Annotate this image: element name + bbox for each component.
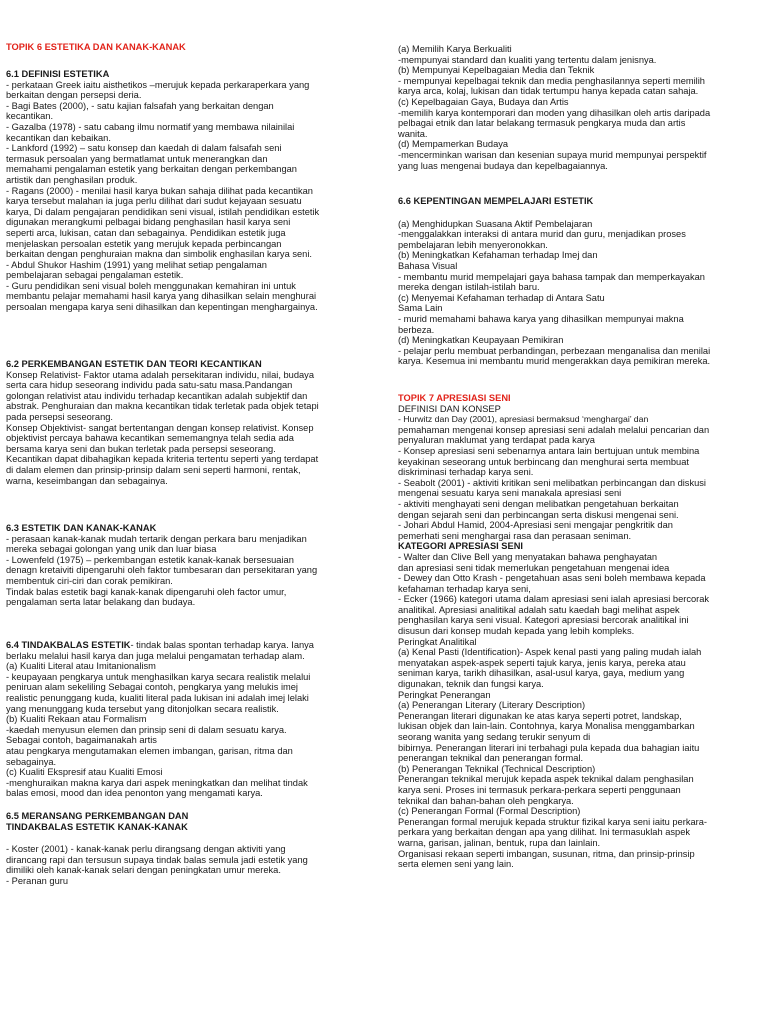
topic6-title-block — [6, 42, 363, 53]
guru-role-list — [398, 44, 756, 171]
text-line: - Konsep apresiasi seni sebenarnya antara lain bertujuan untuk membina — [398, 445, 700, 456]
text-line: termasuk persoalan yang bermatlamat untuk menerangkan dan — [6, 153, 268, 164]
text-line: - murid memahami bahawa karya yang dihasilkan mempunyai makna — [398, 313, 684, 324]
text-line: digunakan, teknik dan fungsi karya. — [398, 679, 544, 690]
text-line: Kecantikan dapat dibahagikan kepada kriteria tertentu seperti yang terdapat — [6, 454, 319, 465]
text-line: digunakan merangkumi pelbagai bidang penghasilan hasil karya seni — [6, 217, 291, 228]
text-line: (b) Kualiti Rekaan atau Formalism — [6, 714, 147, 725]
text-line: -mencerminkan warisan dan kesenian supaya murid mempunyai perspektif — [398, 149, 707, 160]
text-line: (a) Menghidupkan Suasana Aktif Pembelajaran — [398, 218, 593, 229]
section-6-1-body — [6, 80, 363, 313]
text-line: seorang wanita yang sedang terukir senyum di — [398, 732, 591, 742]
text-line: objektivist percaya bahawa kecantikan sememangnya telah sedia ada — [6, 433, 294, 444]
text-line: kecantikan dan kebaikan. — [6, 132, 111, 143]
kategori-heading: KATEGORI APRESIASI SENI — [398, 541, 524, 552]
text-line: -memilih karya kontemporari dan moden yang dihasilkan oleh artis daripada — [398, 107, 711, 118]
text-line: artistik dan penghasilan produk. — [6, 174, 138, 185]
text-line: (a) Kenal Pasti (Identification)- Aspek kenal pasti yang paling mudah ialah — [398, 647, 702, 658]
text-line: pemahaman mengenai konsep apresiasi seni adalah melalui pencarian dan — [398, 424, 710, 435]
text-line: (b) Penerangan Teknikal (Technical Description) — [398, 763, 596, 774]
section-6-5-body — [6, 844, 363, 886]
text-line: pelbagai etnik dan latar belakang termasuk pengkarya muda dan artis — [398, 118, 686, 129]
text-line: - Abdul Shukor Hashim (1991) yang melihat setiap pengalaman — [6, 259, 267, 270]
text-line: penyaluran maklumat yang terdapat pada karya — [398, 435, 595, 446]
text-line: -kaedah menyusun elemen dan prinsip seni di dalam sesuatu karya. — [6, 724, 287, 735]
section-6-4-heading: 6.4 TINDAKBALAS ESTETIK — [6, 640, 131, 650]
text-line: Peringkat Analitikal — [398, 636, 477, 647]
section-6-5-heading-line-1: 6.5 MERANSANG PERKEMBANGAN DAN — [6, 811, 189, 821]
section-6-2-body — [6, 370, 363, 487]
text-line: perkara yang berkaitan dengan apa yang dilihat. Ini termasuklah aspek — [398, 827, 691, 838]
text-line: dan apresiasi seni tidak memerlukan pengetahuan mengenai idea — [398, 562, 670, 573]
text-line: karya. Kesemua ini membantu murid mengerakkan daya pemikiran mereka. — [398, 356, 711, 367]
text-line: (c) Penerangan Formal (Formal Description) — [398, 806, 581, 817]
text-line: Sama Lain — [398, 303, 443, 314]
topic7-subtitle: DEFINISI DAN KONSEP — [398, 403, 501, 414]
text-line: kecantikan. — [6, 111, 54, 122]
text-line: mereka dengan istilah-istilah baru. — [398, 282, 540, 293]
text-line: Konsep Relativist- Faktor utama adalah persekitaran individu, nilai, budaya — [6, 369, 315, 380]
text-line: memahami pengalaman estetik yang berkaitan dengan perkembangan — [6, 164, 297, 175]
text-line: (c) Kualiti Ekspresif atau Kualiti Emosi — [6, 767, 163, 778]
text-line: -menggalakkan interaksi di antara murid dan guru, menjadikan proses — [398, 229, 686, 240]
text-line: kefahaman terhadap karya seni, — [398, 583, 531, 594]
text-line: - perkataan Greek iaitu aisthetikos –merujuk kepada perkaraperkara yang — [6, 79, 310, 90]
text-line: - Guru pendidikan seni visual boleh menggunakan kemahiran ini untuk — [6, 280, 296, 291]
text-line: mengenai sesuatu karya seni manakala apresiasi seni — [398, 488, 622, 499]
text-line: membentuk ciri-ciri dan corak pemikiran. — [6, 575, 173, 586]
text-line: - Ragans (2000) - menilai hasil karya bukan sahaja dilihat pada kecantikan — [6, 185, 313, 196]
text-line: bibirnya. Penerangan literari ini terbahagi pula kepada dua bahagian iaitu — [398, 742, 700, 753]
section-6-6-heading: 6.6 KEPENTINGAN MEMPELAJARI ESTETIK — [398, 196, 594, 206]
text-line: karya arca, kolaj, lukisan dan tidak tertumpu hanya kepada catan sahaja. — [398, 86, 699, 97]
text-line: - membantu murid mempelajari gaya bahasa tampak dan memperkayakan — [398, 271, 705, 282]
text-line: Konsep Objektivist- sangat bertentangan dengan konsep relativist. Konsep — [6, 422, 314, 433]
spacer — [6, 832, 363, 844]
text-line: (a) Kualiti Literal atau Imitanionalism — [6, 661, 156, 672]
text-line: lukisan objek dan lain-lain. Contohnya, karya Monalisa menggambarkan — [398, 721, 695, 732]
text-line: -mempunyai standard dan kualiti yang tertentu dalam jenisnya. — [398, 54, 657, 65]
text-line: Peringkat Penerangan — [398, 689, 491, 700]
text-line: (d) Mempamerkan Budaya — [398, 139, 509, 150]
text-line: yang menunggang kuda tersebut yang ditonjolkan secara realistik. — [6, 703, 279, 714]
hurwitz-line: - Hurwitz dan Day (2001), apresiasi bermaksud ‘menghargai’ dan — [398, 414, 649, 425]
text-line: analitikal. Apresiasi analitikal adalah satu kaedah bagi melihat aspek — [398, 604, 680, 615]
text-line: - Seabolt (2001) - aktiviti kritikan seni melibatkan perbincangan dan diskusi — [398, 477, 706, 488]
text-line: bersama karya seni dan bukan terletak pada persepsi seseorang. — [6, 443, 276, 454]
section-6-5 — [6, 811, 363, 887]
section-6-5-heading-line-2: TINDAKBALAS ESTETIK KANAK-KANAK — [6, 821, 188, 832]
section-6-3 — [6, 523, 363, 608]
text-line: warna, keseimbangan dan sebagainya. — [6, 475, 168, 486]
text-line: Penerangan literari digunakan ke atas karya seperti potret, landskap, — [398, 710, 682, 721]
text-line: balas emosi, mood dan idea penonton yang mengamati karya. — [6, 788, 263, 799]
text-line: dimiliki oleh kanak-kanak selari dengan peningkatan umur mereka. — [6, 865, 281, 876]
text-line: serta elemen seni yang lain. — [398, 859, 514, 870]
text-line: (c) Kepelbagaian Gaya, Budaya dan Artis — [398, 96, 569, 107]
text-line: denagn kretaiviti dipengaruhi oleh faktor tumbesaran dan persekitaran yang — [6, 565, 318, 576]
text-line: - Lankford (1992) – satu konsep dan kaedah di dalam falsafah seni — [6, 143, 282, 154]
text-line: abstrak. Penghuraian dan makna kecantikan tidak terletak pada objek tetapi — [6, 401, 319, 412]
text-line: pembelajaran sebagai pengalaman estetik. — [6, 270, 184, 281]
text-line: Organisasi rekaan seperti imbangan, susunan, ritma, dan prinsip-prinsip — [398, 848, 695, 859]
text-line: keyakinan seseorang untuk berbincang dan menghurai serta membuat — [398, 456, 689, 467]
topic-7 — [398, 393, 756, 870]
text-line: berkaitan dengan penghuraian makna dan simbolik enghasilan karya seni. — [6, 249, 312, 260]
text-line: menjelaskan persoalan estetik yang merujuk kepada perbincangan — [6, 238, 282, 249]
section-6-3-heading: 6.3 ESTETIK DAN KANAK-KANAK — [6, 523, 157, 533]
text-line: Bahasa Visual — [398, 260, 458, 271]
text-line: diskriminasi terhadap karya seni. — [398, 467, 534, 478]
text-line: - Walter dan Clive Bell yang menyatakan bahawa penghayatan — [398, 551, 658, 562]
text-line: yang luas mengenai budaya dan kepelbagaiannya. — [398, 160, 608, 171]
text-line: - Peranan guru — [6, 875, 69, 886]
section-6-4 — [6, 640, 363, 799]
section-6-1 — [6, 69, 363, 313]
text-line: - Ecker (1966) kategori utama dalam apresiasi seni ialah apresiasi bercorak — [398, 594, 710, 605]
text-line: - Gazalba (1978) - satu cabang ilmu normatif yang membawa nilainilai — [6, 121, 295, 132]
text-line: karya seni. Proses ini termasuk perkara-perkara seperti penggunaan — [398, 784, 681, 795]
topic6-title: TOPIK 6 ESTETIKA DAN KANAK-KANAK — [6, 42, 186, 52]
text-line: golongan relativist atau individu terhadap kecantikan adalah subjektif dan — [6, 390, 308, 401]
text-line: - mempunyai kepelbagai teknik dan media penghasilannya seperti memilih — [398, 75, 705, 86]
text-line: realistic penunggang kuda, kualiti literal pada lukisan ini adalah imej lelaki — [6, 692, 309, 703]
text-line: warna, garisan, jalinan, bentuk, rupa dan lainlain. — [398, 837, 601, 848]
text-line: Penerangan formal merujuk kepada struktur fizikal karya seni iaitu perkara- — [398, 816, 708, 827]
topic7-title: TOPIK 7 APRESIASI SENI — [398, 393, 511, 403]
section-6-4-body — [6, 651, 363, 799]
text-line: penghasilan karya seni visual. Kategori apresiasi bercorak analitikal ini — [398, 615, 689, 626]
text-line: persoalan mengapa karya seni dihasilkan dan kepentingan menghargainya. — [6, 302, 318, 313]
text-line: - Koster (2001) - kanak-kanak perlu dirangsang dengan aktiviti yang — [6, 844, 286, 855]
text-line: - aktiviti menghayati seni dengan melibatkan pengetahuan berkaitan — [398, 498, 679, 509]
text-line: sebagainya. — [6, 756, 57, 767]
section-6-6-body — [398, 219, 756, 367]
text-line: karya tersebut malahan ia juga perlu dilihat dari sudut kejayaan sesuatu — [6, 196, 302, 207]
section-6-6 — [398, 196, 756, 367]
text-line: serta cara hidup seseorang individu pada satu-satu masa.Pandangan — [6, 380, 293, 391]
text-line: seniman karya, tarikh dihasilkan, asal-usul karya, gaya, medium yang — [398, 668, 685, 679]
section-6-3-body — [6, 534, 363, 608]
text-line: pada persepsi seseorang. — [6, 411, 113, 422]
text-line: - perasaan kanak-kanak mudah tertarik dengan perkara baru menjadikan — [6, 533, 307, 544]
text-line: menyatakan aspek-aspek seperti tajuk karya, jenis karya, pereka atau — [398, 657, 686, 668]
text-line: berkaitan dengan persepsi deria. — [6, 90, 142, 101]
text-line: mereka sebagai golongan yang unik dan luar biasa — [6, 544, 217, 555]
text-line: disusun dari konsep mudah kepada yang lebih kompleks. — [398, 626, 635, 637]
text-line: pengalaman serta latar belakang dan budaya. — [6, 597, 196, 608]
text-line: Sebagai contoh, bagaimanakah artis — [6, 735, 157, 746]
text-line: pemerhati seni menghargai rasa dan perasaan seniman. — [398, 530, 632, 541]
text-line: di dalam elemen dan prinsip-prinsip dalam seni seperti harmoni, rentak, — [6, 464, 301, 475]
kategori-body — [398, 552, 756, 870]
text-line: berbeza. — [398, 324, 435, 335]
section-6-2-heading: 6.2 PERKEMBANGAN ESTETIK DAN TEORI KECANTIKAN — [6, 359, 262, 369]
topic7-definition-body — [398, 425, 756, 542]
section-6-1-heading: 6.1 DEFINISI ESTETIKA — [6, 69, 110, 79]
text-line: - pelajar perlu membuat perbandingan, perbezaan menganalisa dan menilai — [398, 345, 711, 356]
section-6-4-heading-row — [6, 640, 363, 651]
text-line: (a) Penerangan Literary (Literary Description) — [398, 700, 586, 711]
text-line: (d) Meningkatkan Keupayaan Pemikiran — [398, 335, 564, 346]
text-line: teknikal dan bahan-bahan oleh pengkarya. — [398, 795, 574, 806]
text-line: atau pengkarya mengutamakan elemen imbangan, garisan, ritma dan — [6, 745, 293, 756]
text-line: penerangan teknikal dan penerangan formal. — [398, 753, 584, 764]
section-6-2 — [6, 359, 363, 486]
text-line: - Dewey dan Otto Krash - pengetahuan asas seni boleh membawa kepada — [398, 573, 706, 584]
section-6-4-heading-tail: - tindak balas spontan terhadap karya. Ianya — [130, 640, 314, 650]
text-line: dirancang rapi dan tersusun supaya tindak balas semula jadi estetik yang — [6, 854, 308, 865]
text-line: -menghuraikan makna karya dari aspek meningkatkan dan melihat tindak — [6, 777, 308, 788]
text-line: - Johari Abdul Hamid, 2004-Apresiasi seni mengajar pengkritik dan — [398, 520, 673, 531]
text-line: dengan sejarah seni dan perbincangan serta diskusi mengenai seni. — [398, 509, 679, 520]
text-line: wanita. — [398, 128, 428, 139]
text-line: - Lowenfeld (1975) – perkembangan estetik kanak-kanak bersesuaian — [6, 554, 294, 565]
text-line: Penerangan teknikal merujuk kepada aspek teknikal dalam penghasilan — [398, 774, 694, 785]
text-line: membantu pelajar memahami hasil karya yang dihasilkan selain menghurai — [6, 291, 317, 302]
text-line: peniruan alam sekeliling Sebagai contoh, pengkarya yang melukis imej — [6, 682, 298, 693]
text-line: (a) Memilih Karya Berkualiti — [398, 44, 512, 54]
spacer — [398, 207, 756, 219]
text-line: pembelajaran lebih menyeronokkan. — [398, 239, 548, 250]
text-line: karya, Di dalam pengajaran pendidikan seni visual, istilah pendidikan estetik — [6, 206, 320, 217]
text-line: berlaku melalui hasil karya dan juga melalui pengamatan terhadap alam. — [6, 650, 305, 661]
text-line: (b) Meningkatkan Kefahaman terhadap Imej dan — [398, 250, 598, 261]
text-line: (b) Mempunyai Kepelbagaian Media dan Teknik — [398, 65, 595, 76]
text-line: Tindak balas estetik bagi kanak-kanak dipengaruhi oleh factor umur, — [6, 586, 287, 597]
text-line: - keupayaan pengkarya untuk menghasilkan karya secara realistik melalui — [6, 671, 311, 682]
text-line: seperti arca, lukisan, catan dan sebagainya. Pendidikan estetik juga — [6, 227, 286, 238]
text-line: - Bagi Bates (2000), - satu kajian falsafah yang berkaitan dengan — [6, 100, 274, 111]
text-line: (c) Menyemai Kefahaman terhadap di Antara Satu — [398, 292, 605, 303]
